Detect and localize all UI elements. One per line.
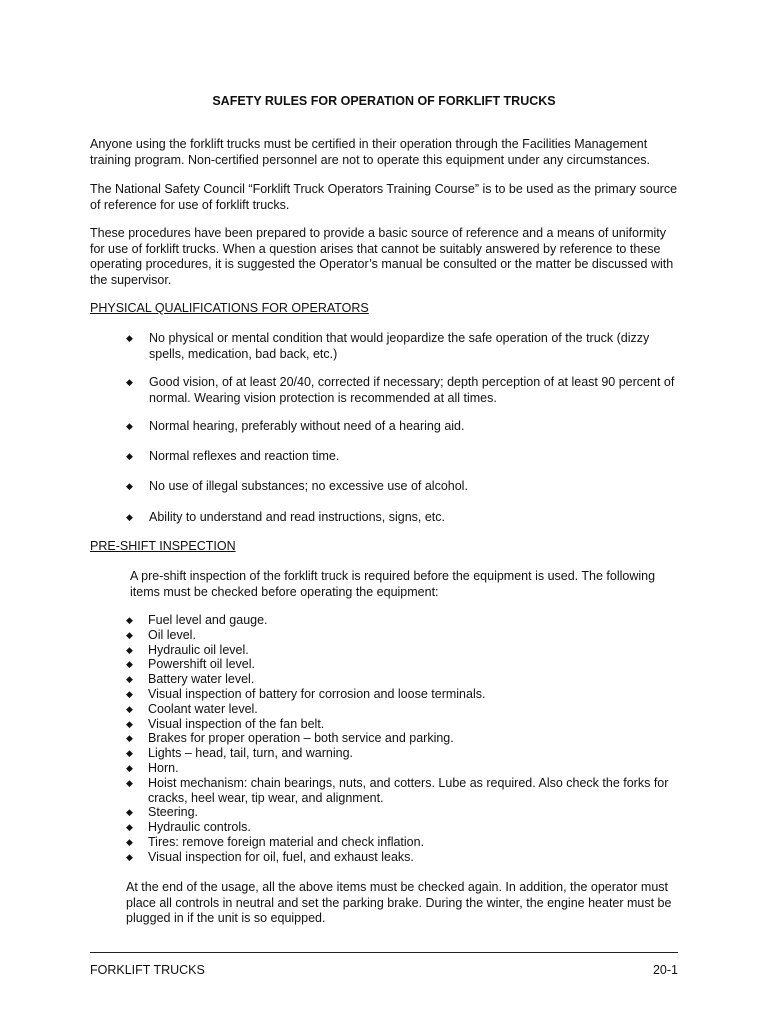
list-item-text: Horn. [148,760,179,775]
bullet-icon: ◆ [126,718,133,729]
physical-item: Ability to understand and read instructions, signs, etc. [149,510,445,524]
bullet-icon: ◆ [126,659,133,670]
list-item [126,672,686,687]
bullet-icon: ◆ [126,703,133,714]
bullet-icon: ◆ [126,762,133,773]
physical-item: Good vision, of at least 20/40, corrected if necessary; depth perception of at least 90 percent of normal. Wearing vision protection is recommended at all times. [149,375,675,405]
list-item [126,835,686,850]
bullet-icon: ◆ [126,688,133,699]
intro-paragraph-2: The National Safety Council “Forklift Truck Operators Training Course” is to be used as the primary source of reference for use of forklift trucks. [90,182,678,212]
bullet-icon: ◆ [126,377,133,387]
footer-section-title: FORKLIFT TRUCKS [90,963,205,977]
bullet-icon: ◆ [126,777,133,788]
pre-shift-intro: A pre-shift inspection of the forklift truck is required before the equipment is used. The following items must be checked before operating the equipment: [130,569,656,599]
list-item [126,805,686,820]
list-item [126,643,686,658]
list-item-text: Battery water level. [148,672,255,687]
list-item-text: Hydraulic controls. [148,820,251,835]
list-item [126,717,686,732]
bullet-icon: ◆ [126,822,133,833]
closing-paragraph: At the end of the usage, all the above items must be checked again. In addition, the operator must place all controls in neutral and set the parking brake. During the winter, the engine heater must be plugged in if the unit is so equipped. [126,880,672,925]
bullet-icon: ◆ [126,644,133,655]
list-item [126,776,686,806]
physical-qualifications-heading: PHYSICAL QUALIFICATIONS FOR OPERATORS [90,301,369,315]
list-item-text: Visual inspection of the fan belt. [148,716,325,731]
bullet-icon: ◆ [126,851,133,862]
list-item [126,820,686,835]
footer-page-number: 20-1 [652,963,678,977]
bullet-icon: ◆ [126,836,133,847]
pre-shift-inspection-heading: PRE-SHIFT INSPECTION [90,539,236,553]
list-item [126,687,686,702]
list-item-text: Powershift oil level. [148,657,255,672]
list-item [126,702,686,717]
bullet-icon: ◆ [126,629,133,640]
list-item-text: Tires: remove foreign material and check inflation. [148,834,425,849]
bullet-icon: ◆ [126,674,133,685]
physical-item: Normal reflexes and reaction time. [149,449,340,463]
page-title: SAFETY RULES FOR OPERATION OF FORKLIFT TRUCKS [212,94,556,108]
physical-item: No use of illegal substances; no excessive use of alcohol. [149,479,468,493]
bullet-icon: ◆ [126,333,133,343]
list-item [126,613,686,628]
list-item [126,657,686,672]
bullet-icon: ◆ [126,481,133,491]
list-item [126,628,686,643]
bullet-icon: ◆ [126,451,133,461]
list-item-text: Brakes for proper operation – both service and parking. [148,731,454,746]
list-item-text: Lights – head, tail, turn, and warning. [148,746,353,761]
list-item [126,746,686,761]
physical-item: Normal hearing, preferably without need of a hearing aid. [149,419,465,433]
list-item [126,850,686,865]
bullet-icon: ◆ [126,748,133,759]
bullet-icon: ◆ [126,512,133,522]
list-item-text: Coolant water level. [148,701,258,716]
physical-item: No physical or mental condition that would jeopardize the safe operation of the truck (dizzy spells, medication, bad back, etc.) [149,331,650,361]
bullet-icon: ◆ [126,807,133,818]
bullet-icon: ◆ [126,615,133,625]
footer-divider [90,952,678,953]
list-item [126,761,686,776]
intro-paragraph-1: Anyone using the forklift trucks must be certified in their operation through the Facilities Management training program. Non-certified personnel are not to operate this equipment under any circumstances. [90,137,651,167]
list-item-text: Visual inspection for oil, fuel, and exhaust leaks. [148,849,414,864]
list-item-text: Hoist mechanism: chain bearings, nuts, and cotters. Lube as required. Also check the forks for cracks, heel wear, tip wear, and alignment. [148,775,669,805]
intro-paragraph-3: These procedures have been prepared to provide a basic source of reference and a means of uniformity for use of forklift trucks. When a question arises that cannot be suitably answered by reference to these operating procedures, it is suggested the Operator’s manual be consulted or the matter be discussed with the supervisor. [90,226,674,287]
list-item-text: Hydraulic oil level. [148,642,249,657]
list-item-text: Fuel level and gauge. [148,613,268,627]
inspection-checklist [126,613,686,865]
list-item [126,731,686,746]
bullet-icon: ◆ [126,421,133,431]
list-item-text: Visual inspection of battery for corrosion and loose terminals. [148,686,486,701]
bullet-icon: ◆ [126,733,133,744]
list-item-text: Oil level. [148,627,196,642]
list-item-text: Steering. [148,805,199,820]
